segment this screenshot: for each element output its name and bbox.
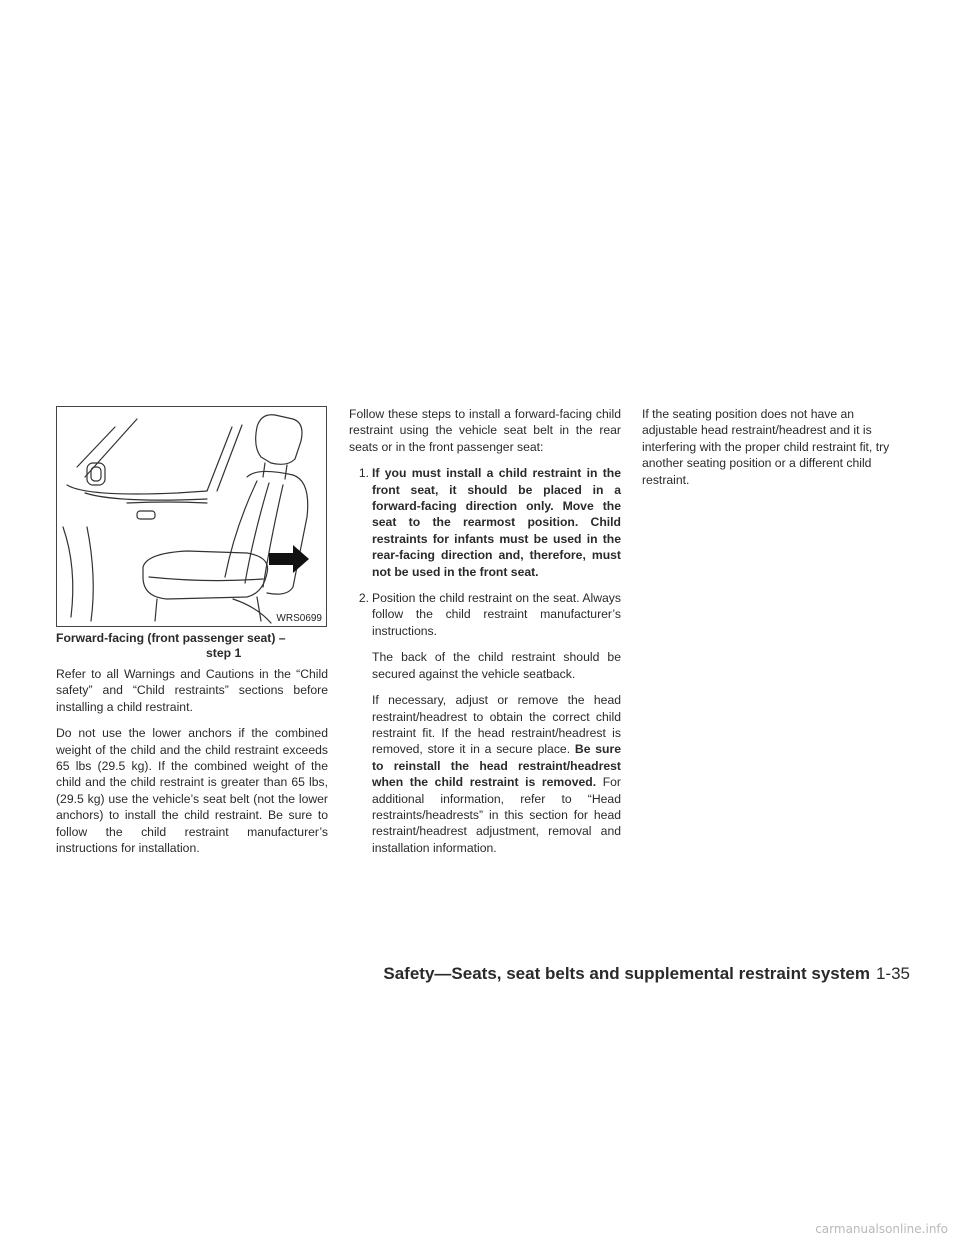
seat-illustration <box>56 406 327 627</box>
page-number: 1-35 <box>875 964 910 983</box>
step-2-number: 2. <box>358 591 369 606</box>
step-2-text: Position the child restraint on the seat. Always follow the child restraint manufacturer’s instructions. <box>372 591 621 638</box>
step-2-headrest <box>372 692 621 856</box>
paragraph-lower-anchors: Do not use the lower anchors if the combined weight of the child and the child restraint exceeds 65 lbs (29.5 kg). If the combined weight of the child and the child restraint is greater than 65 lbs, (29.5 kg) use the vehicle’s seat belt (not the lower anchors) to install the child restraint. Be sure to follow the child restraint manufacturer’s instructions for installation. <box>56 726 328 856</box>
figure-code: WRS0699 <box>276 613 322 624</box>
column-2 <box>349 406 621 866</box>
figure-caption <box>56 631 328 661</box>
step-2-headrest-a: If necessary, adjust or remove the head restraint/headrest to obtain the correct child restraint fit. If the head restraint/headrest is removed, store it in a secure place. <box>372 693 621 757</box>
front-seat-drawing <box>57 407 326 626</box>
step-2 <box>349 590 621 856</box>
paragraph-steps-intro: Follow these steps to install a forward-facing child restraint using the vehicle seat belt in the rear seats or in the front passenger seat: <box>349 407 621 454</box>
caption-line-1: Forward-facing (front passenger seat) – <box>56 631 286 645</box>
step-1-text: If you must install a child restraint in the front seat, it should be placed in a forward-facing direction only. Move the seat to the rearmost position. Child restraints for infants must be used in the rear-facing direction and, therefore, must not be used in the front seat. <box>372 466 621 579</box>
column-3 <box>642 406 912 498</box>
step-2-seatback: The back of the child restraint should be secured against the vehicle seatback. <box>372 650 621 681</box>
paragraph-warnings-reference: Refer to all Warnings and Cautions in the “Child safety” and “Child restraints” sections before installing a child restraint. <box>56 667 328 714</box>
step-2-headrest-b: For additional information, refer to “Head restraints/headrests” in this section for head restraint/headrest adjustment, removal and installation information. <box>372 775 621 855</box>
step-1 <box>349 465 621 580</box>
page-footer <box>383 964 910 984</box>
step-1-number: 1. <box>358 466 369 481</box>
section-title: Safety—Seats, seat belts and supplemental restraint system <box>383 964 870 983</box>
steps-list <box>349 465 621 856</box>
column-1 <box>56 666 328 866</box>
caption-line-2: step 1 <box>206 646 242 660</box>
watermark: carmanualsonline.info <box>815 1222 948 1236</box>
step-2-headrest-bold: Be sure to reinstall the head restraint/headrest when the child restraint is removed. <box>372 742 622 790</box>
paragraph-no-adjustable-headrest: If the seating position does not have an adjustable head restraint/headrest and it is interfering with the proper child restraint fit, try another seating position or a different child restraint. <box>642 407 890 487</box>
direction-arrow-icon <box>269 545 309 573</box>
